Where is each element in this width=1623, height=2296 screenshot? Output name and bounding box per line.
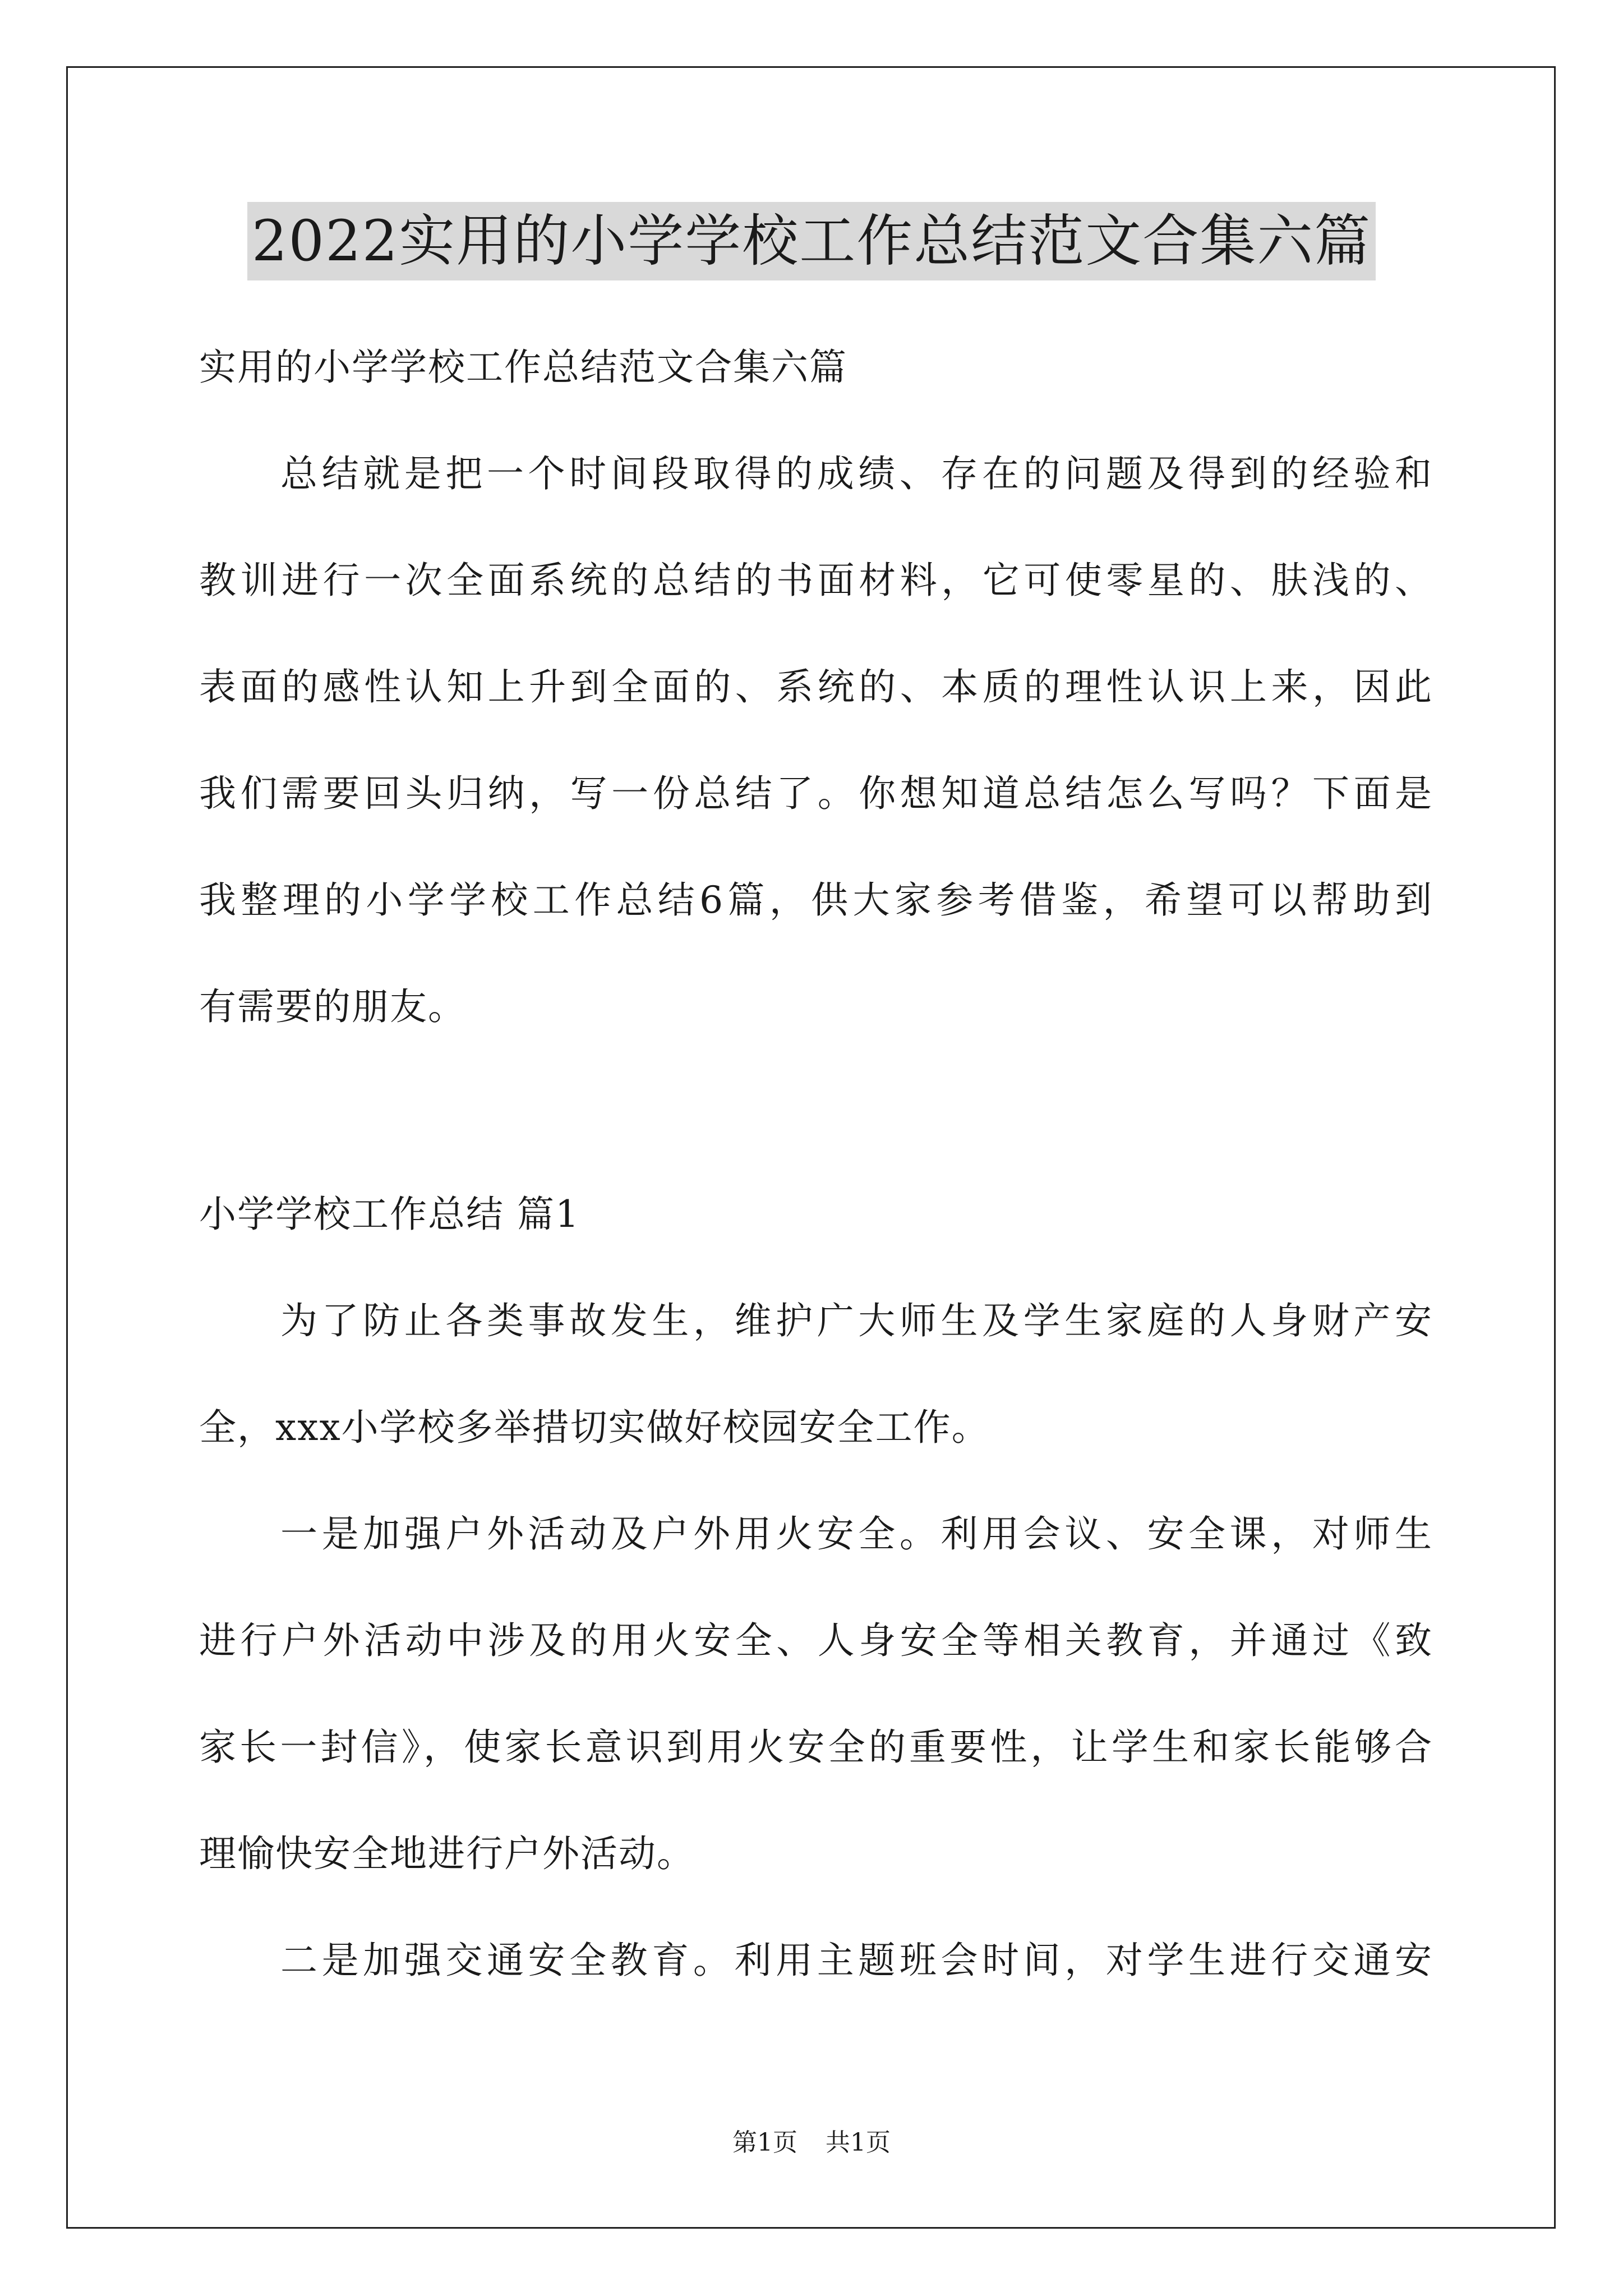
page-number: 第1页 xyxy=(732,2128,797,2157)
document-title: 2022实用的小学学校工作总结范文合集六篇 xyxy=(247,202,1376,280)
page-total: 共1页 xyxy=(826,2128,891,2157)
paragraph-line: 为了防止各类事故发生，维护广大师生及学生家庭的人身财产安 xyxy=(280,1299,1433,1342)
intro-line: 我们需要回头归纳，写一份总结了。你想知道总结怎么写吗？下面是 xyxy=(199,772,1433,815)
intro-line: 总结就是把一个时间段取得的成绩、存在的问题及得到的经验和 xyxy=(280,452,1433,495)
paragraph-line: 理愉快安全地进行户外活动。 xyxy=(199,1832,695,1875)
paragraph-line: 进行户外活动中涉及的用火安全、人身安全等相关教育，并通过《致 xyxy=(199,1619,1433,1662)
intro-line: 我整理的小学学校工作总结6篇，供大家参考借鉴，希望可以帮助到 xyxy=(199,878,1433,922)
section-gap xyxy=(199,1060,1433,1161)
intro-line: 表面的感性认知上升到全面的、系统的、本质的理性认识上来，因此 xyxy=(199,665,1433,708)
page-footer xyxy=(0,2126,1623,2160)
intro-line: 有需要的朋友。 xyxy=(199,985,466,1028)
document-subtitle: 实用的小学学校工作总结范文合集六篇 xyxy=(199,346,847,389)
intro-line: 教训进行一次全面系统的总结的书面材料，它可使零星的、肤浅的、 xyxy=(199,559,1433,602)
paragraph-line: 一是加强户外活动及户外用火安全。利用会议、安全课，对师生 xyxy=(280,1512,1433,1556)
section-heading: 小学学校工作总结 篇1 xyxy=(199,1193,580,1236)
paragraph-line: 二是加强交通安全教育。利用主题班会时间，对学生进行交通安 xyxy=(280,1939,1433,1982)
title-wrap xyxy=(0,202,1623,280)
document-body xyxy=(199,314,1433,2014)
paragraph-line: 家长一封信》，使家长意识到用火安全的重要性，让学生和家长能够合 xyxy=(199,1726,1433,1769)
paragraph-line: 全，xxx小学校多举措切实做好校园安全工作。 xyxy=(199,1406,990,1449)
